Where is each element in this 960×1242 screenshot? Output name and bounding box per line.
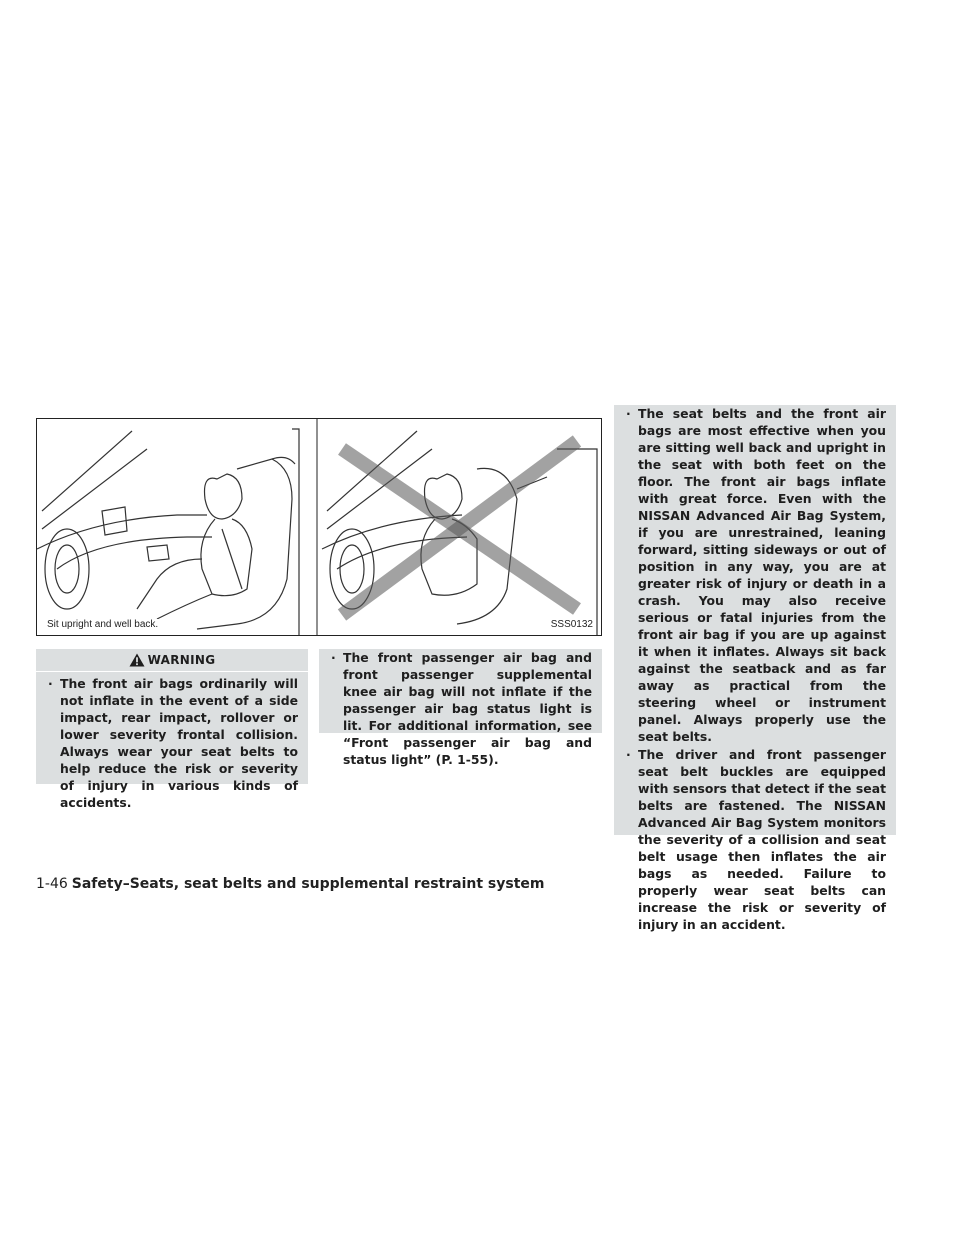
page-footer [36,876,545,892]
warning-triangle-icon [129,653,145,667]
warning-body [36,671,308,811]
figure-code: SSS0132 [550,619,593,630]
seating-warning-list [614,405,896,932]
note-item: · The seat belts and the front air bags are most effective when you are sitting well back and upright in the seat with both feet on the floor. The front air bags inflate with great force. Even with the NISSAN Advanced Air Bag System, if you are unrestrained, leaning forward, sitting sideways or out of position in any way, you are at greater risk of injury or death in a crash. You may also receive serious or fatal injuries from the front air bag if you are up against it when it inflates. Always sit back against the seatback and as far away as practical from the steering wheel or instrument panel. Always properly use the seat belts. [622,405,886,745]
note-item: · The driver and front passenger seat belt buckles are equipped with sensors that detect if the seat belts are fastened. The NISSAN Advanced Air Bag System monitors the severity of a collision and seat belt usage then inflates the air bags as needed. Failure to properly wear seat belts can increase the risk or severity of injury in an accident. [622,746,886,933]
warning-box [36,649,308,810]
warning-item: · The front air bags ordinarily will not inflate in the event of a side impact, rear impact, rollover or lower severity frontal collision. Always wear your seat belts to help reduce the risk or severity of injury in various kinds of accidents. [44,675,298,811]
seating-drawing [37,419,601,635]
warning-header [36,649,308,671]
passenger-airbag-note [319,649,602,767]
seating-illustration [36,418,602,636]
figure-caption: Sit upright and well back. [47,619,159,630]
correct-posture-drawing [37,429,299,635]
warning-title: WARNING [147,652,216,667]
note-item: · The front passenger air bag and front passenger supplemental knee air bag will not inflate if the passenger air bag status light is lit. For additional information, see “Front passenger air bag and status light” (P. 1-55). [327,649,592,768]
page-number: 1-46 [36,876,68,892]
section-title: Safety–Seats, seat belts and supplemental restraint system [71,876,545,892]
